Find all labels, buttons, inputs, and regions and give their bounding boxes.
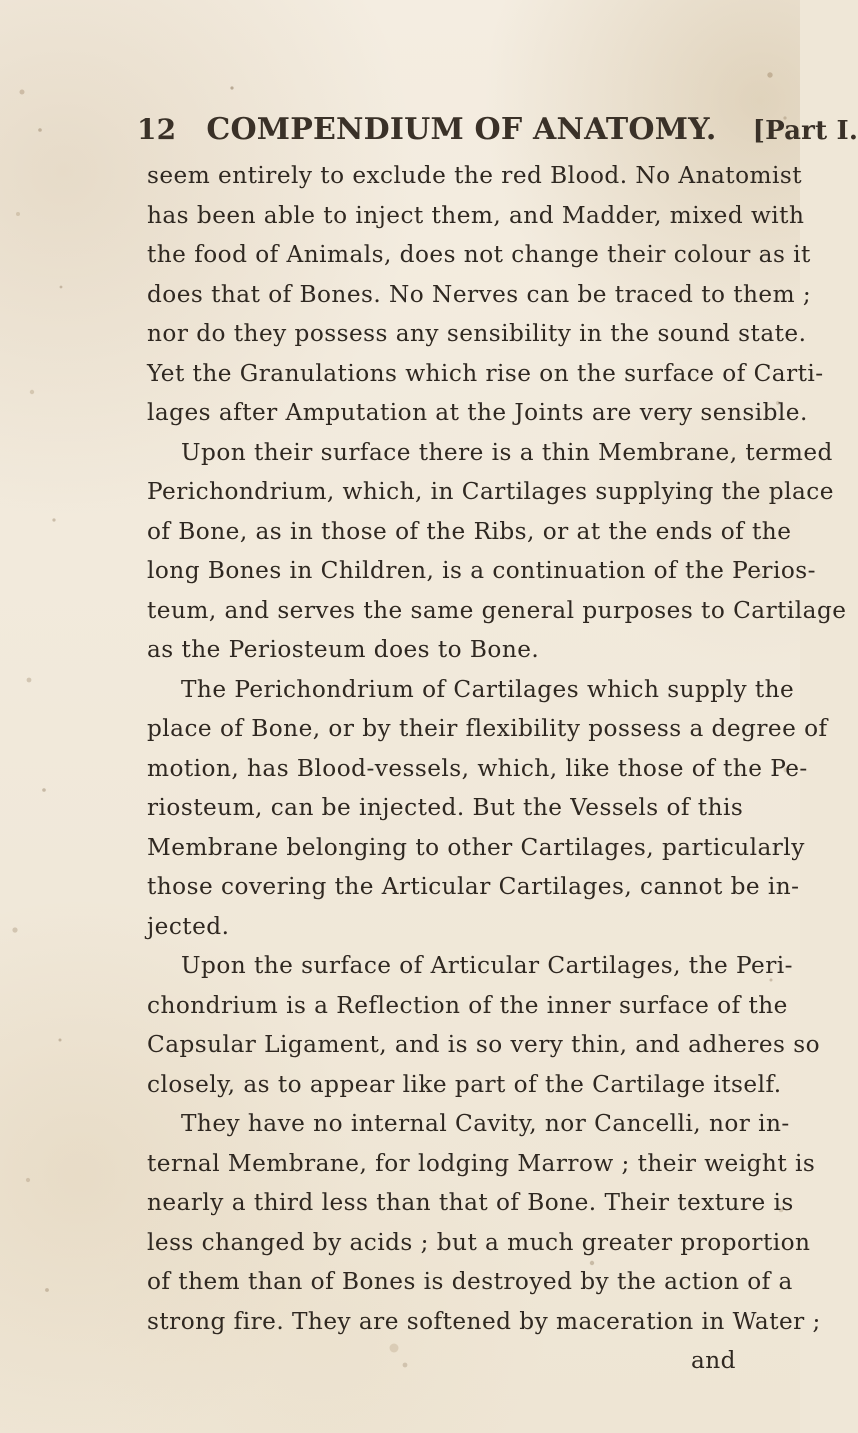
text-line: Membrane belonging to other Cartilages, particularly xyxy=(147,833,805,861)
running-header xyxy=(137,112,858,160)
text-line: less changed by acids ; but a much greater proportion xyxy=(147,1228,811,1256)
part-label: [Part I. xyxy=(752,116,858,146)
text-line: nor do they possess any sensibility in the sound state. xyxy=(147,320,807,347)
paragraph-start-line: They have no internal Cavity, nor Cancelli, nor in- xyxy=(181,1110,790,1137)
page-number: 12 xyxy=(137,113,177,146)
text-line: Perichondrium, which, in Cartilages supplying the place xyxy=(147,478,834,505)
text-line: has been able to inject them, and Madder, mixed with xyxy=(147,201,805,229)
text-line: riosteum, can be injected. But the Vessels of this xyxy=(147,794,744,821)
text-line: of them than of Bones is destroyed by the action of a xyxy=(147,1268,793,1295)
text-line: does that of Bones. No Nerves can be traced to them ; xyxy=(147,280,812,308)
paragraph-start-line: The Perichondrium of Cartilages which supply the xyxy=(181,675,795,703)
text-line: of Bone, as in those of the Ribs, or at the ends of the xyxy=(147,517,792,545)
running-title: COMPENDIUM OF ANATOMY. xyxy=(206,112,717,147)
paragraph-start-line: Upon their surface there is a thin Membrane, termed xyxy=(181,438,833,466)
text-line: closely, as to appear like part of the Cartilage itself. xyxy=(147,1070,782,1098)
text-line: ternal Membrane, for lodging Marrow ; their weight is xyxy=(147,1149,816,1177)
text-line: motion, has Blood-vessels, which, like those of the Pe- xyxy=(147,754,808,782)
text-line: Capsular Ligament, and is so very thin, and adheres so xyxy=(147,1031,821,1058)
catchword: and xyxy=(691,1347,736,1374)
text-line: chondrium is a Reflection of the inner surface of the xyxy=(147,991,788,1019)
text-line: place of Bone, or by their flexibility possess a degree of xyxy=(147,715,828,742)
text-line: nearly a third less than that of Bone. Their texture is xyxy=(147,1189,794,1216)
text-line: lages after Amputation at the Joints are very sensible. xyxy=(147,399,808,426)
text-line: strong fire. They are softened by maceration in Water ; xyxy=(147,1307,821,1335)
text-line: Yet the Granulations which rise on the surface of Carti- xyxy=(147,359,824,387)
text-line: as the Periosteum does to Bone. xyxy=(147,636,540,663)
text-line: long Bones in Children, is a continuation of the Perios- xyxy=(147,557,816,584)
text-line: seem entirely to exclude the red Blood. No Anatomist xyxy=(147,162,802,189)
text-line: those covering the Articular Cartilages, cannot be in- xyxy=(147,873,800,900)
text-line: the food of Animals, does not change their colour as it xyxy=(147,241,811,268)
paragraph-start-line: Upon the surface of Articular Cartilages, the Peri- xyxy=(181,952,793,979)
body-text xyxy=(147,156,847,1374)
text-line: teum, and serves the same general purposes to Cartilage xyxy=(147,596,847,624)
text-line: jected. xyxy=(147,912,230,940)
